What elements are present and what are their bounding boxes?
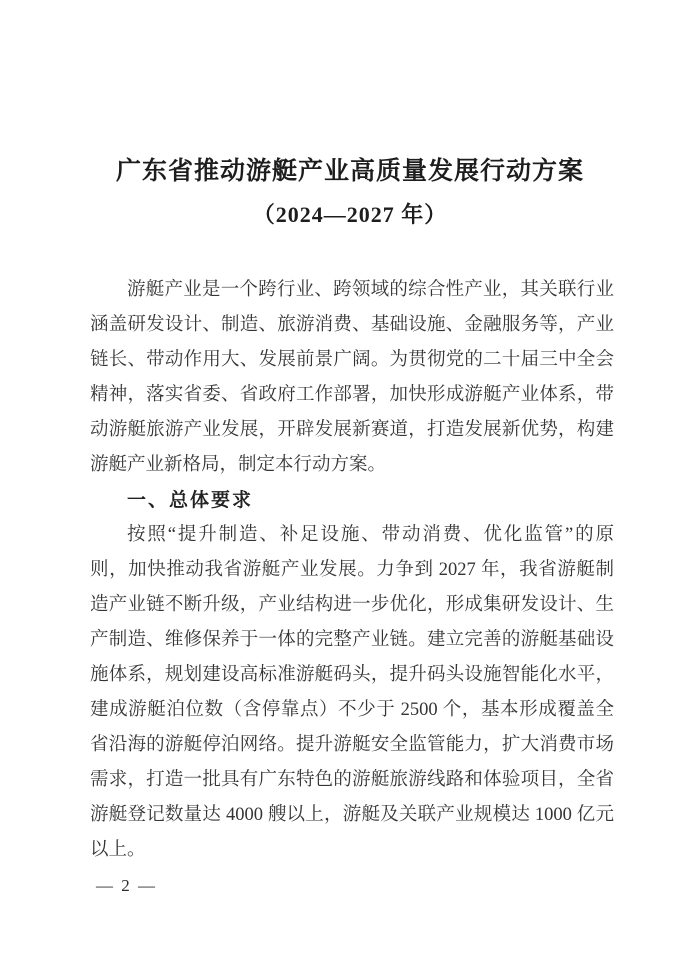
text-line: 产制造、维修保养于一体的完整产业链。建立完善的游艇基础设: [90, 630, 614, 650]
document-subtitle: （2024—2027 年）: [252, 202, 448, 227]
text-line: 省沿海的游艇停泊网络。提升游艇安全监管能力，扩大消费市场: [90, 735, 614, 755]
text-line: 游艇登记数量达 4000 艘以上，游艇及关联产业规模达 1000 亿元: [90, 805, 614, 825]
text-line: 造产业链不断升级，产业结构进一步优化，形成集研发设计、生: [90, 595, 614, 615]
text-line: 游艇产业是一个跨行业、跨领域的综合性产业，其关联行业: [127, 280, 614, 300]
text-line: 按照“提升制造、补足设施、带动消费、优化监管”的原: [127, 525, 614, 545]
paragraph-intro: [90, 273, 614, 483]
text-line: 以上。: [90, 840, 146, 860]
text-line: 则，加快推动我省游艇产业发展。力争到 2027 年，我省游艇制: [90, 560, 614, 580]
text-line: 动游艇旅游产业发展，开辟发展新赛道，打造发展新优势，构建: [90, 420, 614, 440]
text-line: 涵盖研发设计、制造、旅游消费、基础设施、金融服务等，产业: [90, 315, 614, 335]
text-line: 精神，落实省委、省政府工作部署，加快形成游艇产业体系，带: [90, 385, 614, 405]
document-title: 广东省推动游艇产业高质量发展行动方案: [115, 158, 584, 185]
text-line: 建成游艇泊位数（含停靠点）不少于 2500 个，基本形成覆盖全: [90, 700, 614, 720]
text-line: 链长、带动作用大、发展前景广阔。为贯彻党的二十届三中全会: [90, 350, 614, 370]
paragraph-overall-requirements: [90, 518, 614, 868]
document-body: [90, 273, 614, 868]
text-line: 需求，打造一批具有广东特色的游艇旅游线路和体验项目，全省: [90, 770, 614, 790]
text-line: 游艇产业新格局，制定本行动方案。: [90, 455, 387, 475]
text-line: 施体系，规划建设高标准游艇码头，提升码头设施智能化水平，: [90, 665, 614, 685]
section-heading-overall-requirements: 一、总体要求: [127, 490, 254, 511]
page-number: — 2 —: [96, 876, 157, 895]
